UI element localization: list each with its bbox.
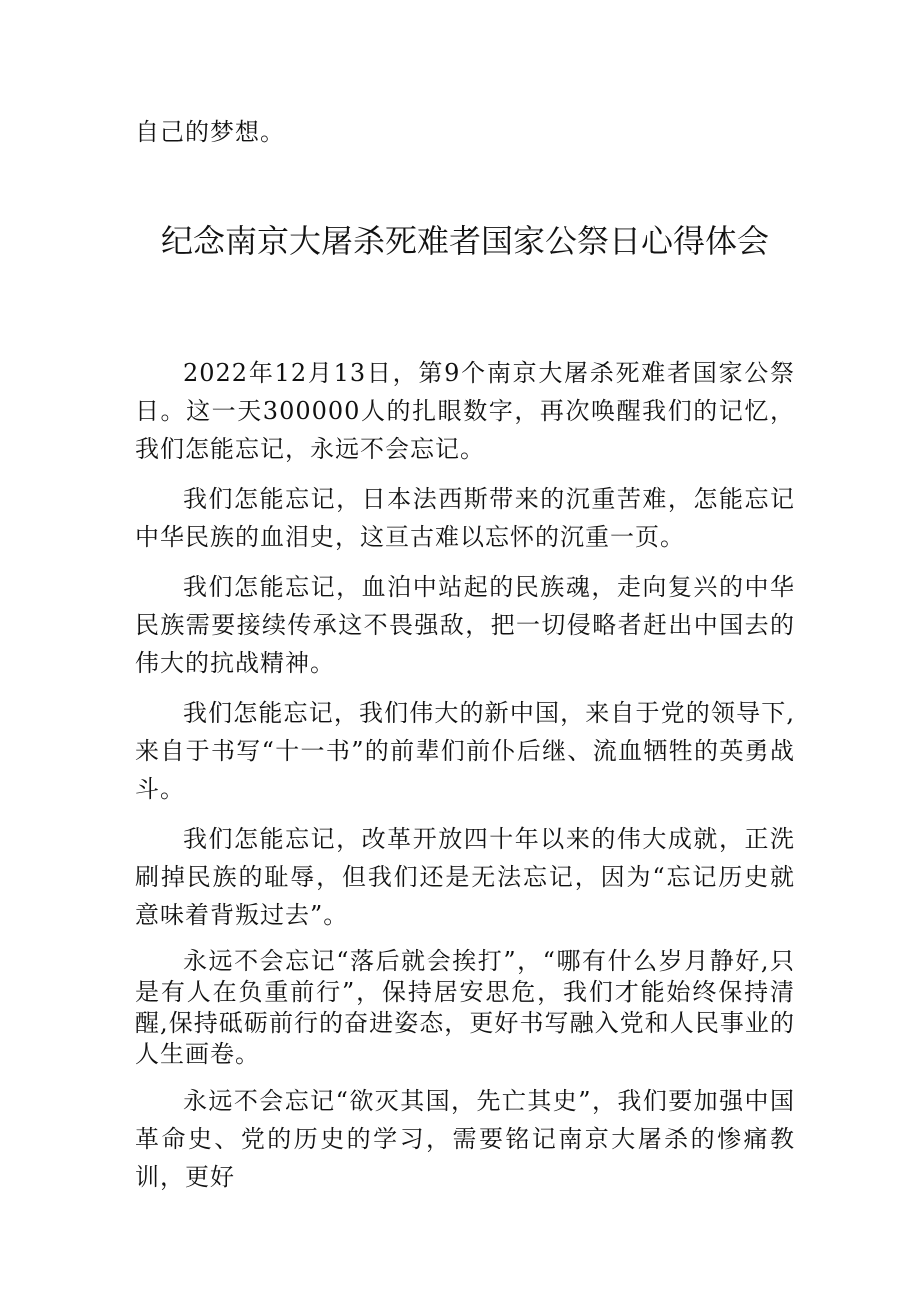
- paragraph-6: 永远不会忘记“落后就会挨打”，“哪有什么岁月静好,只是有人在负重前行”，保持居安思危，我们才能始终保持清醒,保持砥砺前行的奋进姿态，更好书写融入党和人民事业的人生画卷。: [135, 947, 795, 1068]
- paragraph-7: 永远不会忘记“欲灭其国，先亡其史”，我们要加强中国革命史、党的历史的学习，需要铭记南京大屠杀的惨痛教训，更好: [135, 1087, 795, 1191]
- paragraph-3: 我们怎能忘记，血泊中站起的民族魂，走向复兴的中华民族需要接续传承这不畏强敌，把一切侵略者赶出中国去的伟大的抗战精神。: [135, 573, 795, 677]
- paragraph-2: 我们怎能忘记，日本法西斯带来的沉重苦难，怎能忘记中华民族的血泪史，这亘古难以忘怀的沉重一页。: [135, 485, 795, 551]
- paragraph-5: 我们怎能忘记，改革开放四十年以来的伟大成就，正洗刷掉民族的耻辱，但我们还是无法忘记，因为“忘记历史就意味着背叛过去”。: [135, 825, 795, 929]
- lead-paragraph-fragment: 自己的梦想。: [135, 118, 285, 146]
- paragraph-4: 我们怎能忘记，我们伟大的新中国，来自于党的领导下,来自于书写“十一书”的前辈们前仆后继、流血牺牲的英勇战斗。: [135, 699, 795, 803]
- document-body: [135, 354, 795, 1208]
- document-title: 纪念南京大屠杀死难者国家公祭日心得体会: [160, 222, 769, 260]
- paragraph-1: 2022年12月13日，第9个南京大屠杀死难者国家公祭日。这一天300000人的扎眼数字，再次唤醒我们的记忆，我们怎能忘记，永远不会忘记。: [135, 359, 795, 463]
